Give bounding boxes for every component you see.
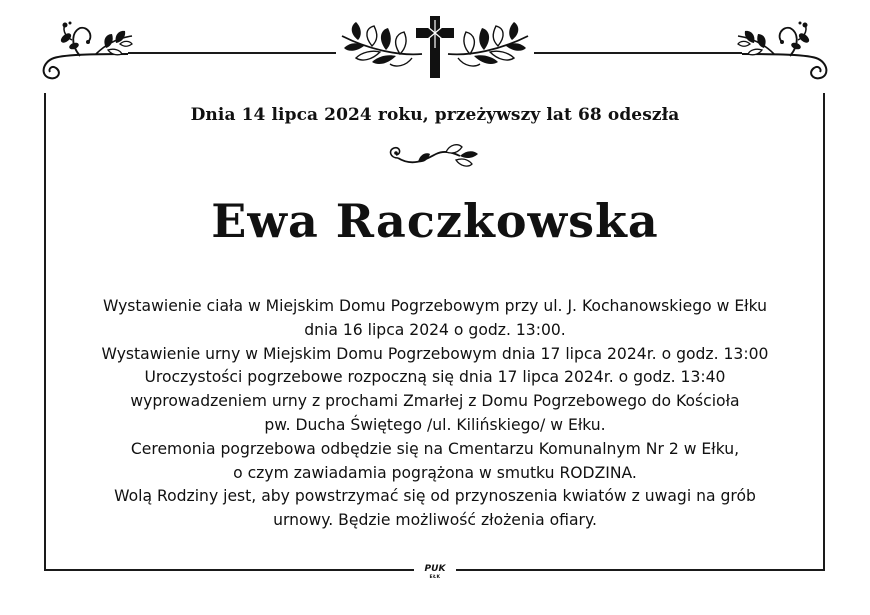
- body-line: dnia 16 lipca 2024 o godz. 13:00.: [304, 320, 566, 339]
- body-line: wyprowadzeniem urny z prochami Zmarłej z Domu Pogrzebowego do Kościoła: [130, 392, 740, 411]
- deceased-name: Ewa Raczkowska: [211, 194, 659, 248]
- body-line: Ceremonia pogrzebowa odbędzie się na Cmentarzu Komunalnym Nr 2 w Ełku,: [130, 439, 740, 458]
- frame-top-line-right: [534, 52, 742, 54]
- puk-logo: [414, 561, 456, 583]
- notice-body: [40, 295, 830, 533]
- logo-sub-text: EŁK: [429, 575, 441, 580]
- floral-corner-right-icon: [724, 14, 834, 89]
- frame-top-line-left: [128, 52, 336, 54]
- body-line: Uroczystości pogrzebowe rozpoczną się dnia 17 lipca 2024r. o godz. 13:40: [144, 368, 726, 387]
- body-line: o czym zawiadamia pogrążona w smutku RODZINA.: [233, 463, 637, 482]
- body-line: Wystawienie urny w Miejskim Domu Pogrzebowym dnia 17 lipca 2024r. o godz. 13:00: [101, 344, 769, 363]
- body-line: urnowy. Będzie możliwość złożenia ofiary.: [273, 511, 597, 530]
- logo-main-text: PUK: [424, 564, 446, 574]
- body-line: Wolą Rodziny jest, aby powstrzymać się od przynoszenia kwiatów z uwagi na grób: [114, 487, 756, 506]
- intro-line: Dnia 14 lipca 2024 roku, przeżywszy lat 68 odeszła: [190, 105, 680, 125]
- swirl-leaf-divider-icon: [384, 138, 488, 172]
- body-line: Wystawienie ciała w Miejskim Domu Pogrzebowym przy ul. J. Kochanowskiego w Ełku: [102, 297, 768, 315]
- body-line: pw. Ducha Świętego /ul. Kilińskiego/ w Ełku.: [264, 415, 606, 434]
- cross-laurel-icon: [336, 12, 534, 82]
- floral-corner-left-icon: [36, 14, 146, 89]
